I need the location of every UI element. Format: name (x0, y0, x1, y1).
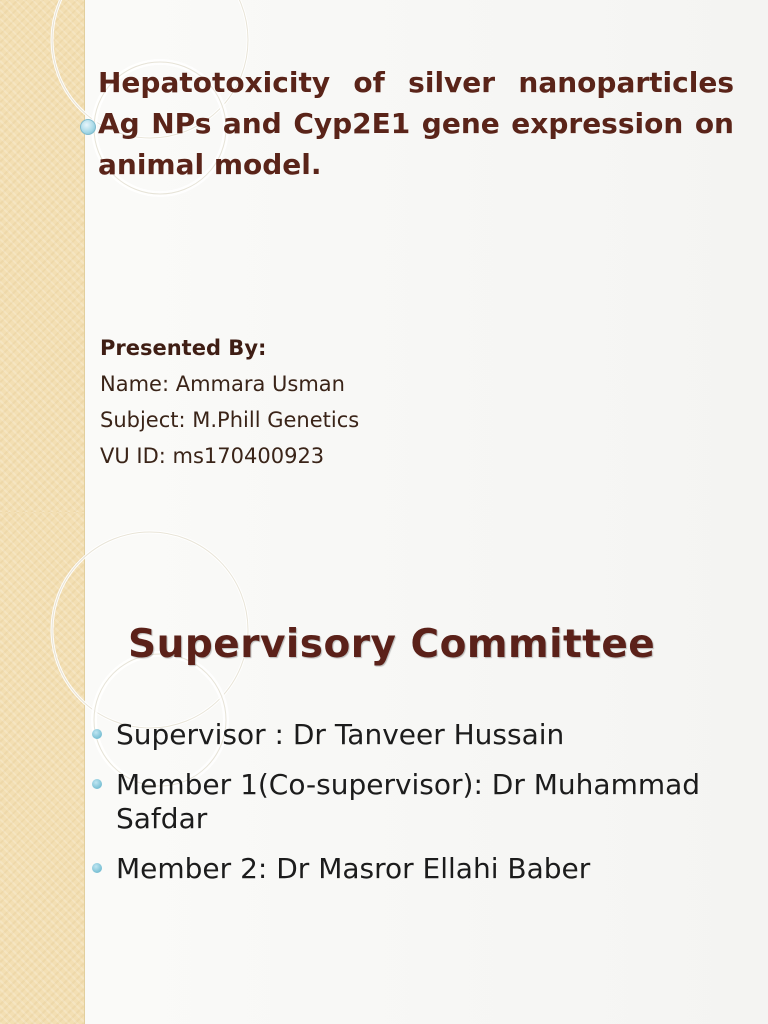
committee-slide (0, 512, 768, 1024)
presentation-title: Hepatotoxicity of silver nanoparticles Ag NPs and Cyp2E1 gene expression on animal model. (98, 66, 734, 181)
bullet-icon (92, 863, 102, 873)
committee-member-text: Member 2: Dr Masror Ellahi Baber (116, 852, 591, 885)
bullet-icon (92, 729, 102, 739)
presented-by-label: Presented By: (100, 336, 267, 360)
presenter-vu-id: VU ID: ms170400923 (100, 444, 325, 468)
presenter-subject: Subject: M.Phill Genetics (100, 408, 360, 432)
presenter-name: Name: Ammara Usman (100, 372, 345, 396)
accent-dot-icon (80, 119, 96, 135)
bullet-icon (92, 779, 102, 789)
list-item (92, 718, 732, 752)
list-item (92, 852, 732, 886)
list-item (92, 768, 732, 836)
committee-member-text: Supervisor : Dr Tanveer Hussain (116, 718, 565, 751)
committee-heading: Supervisory Committee (128, 622, 656, 667)
presenter-info (100, 330, 700, 474)
committee-list (92, 718, 732, 902)
committee-member-text: Member 1(Co-supervisor): Dr Muhammad Safdar (116, 768, 701, 835)
